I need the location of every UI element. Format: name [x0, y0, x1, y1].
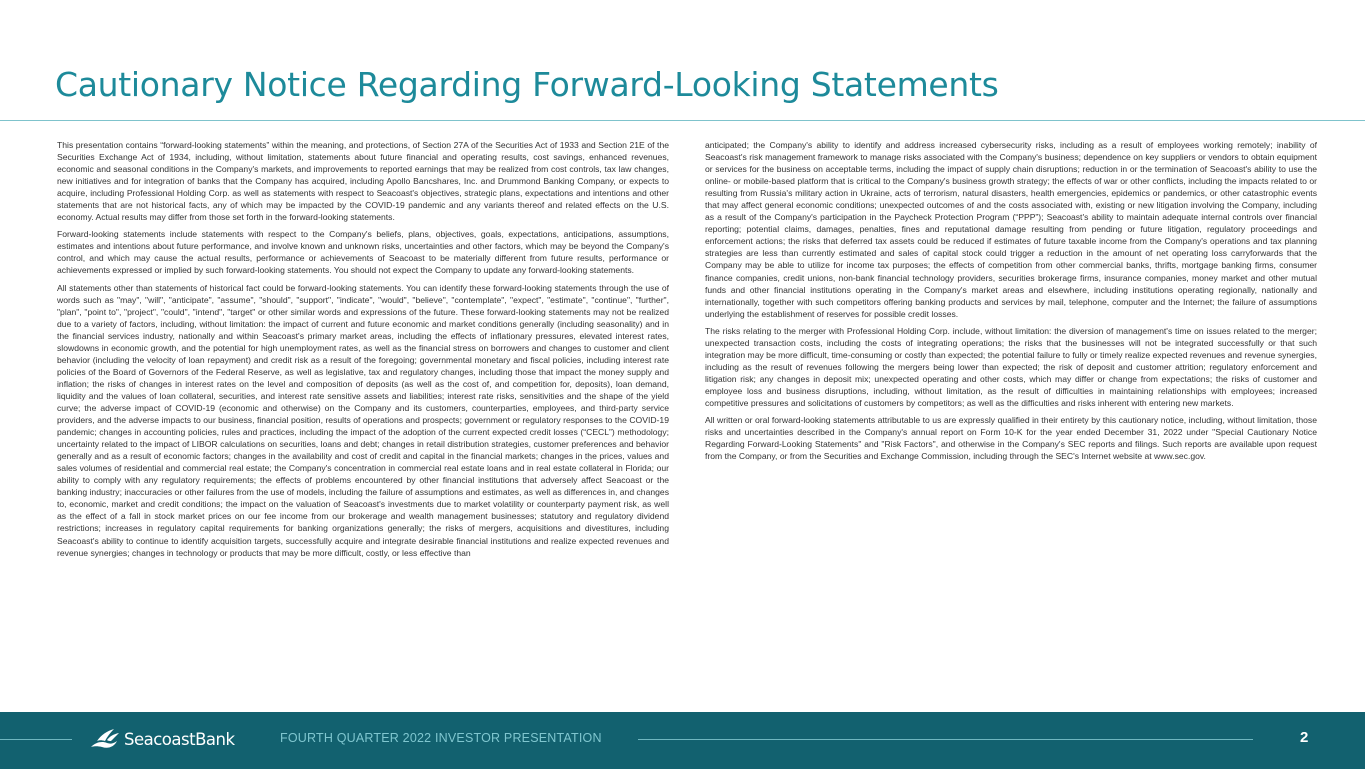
- logo-wordmark: SeacoastBank: [124, 729, 235, 749]
- seacoast-bank-logo: [90, 725, 235, 753]
- paragraph: All statements other than statements of historical fact could be forward-looking statements. You can identify these forward-looking statements through the use of words such as "may", "will", "anticipate", "assume", "should", "support", "indicate", "would", "believe", "contemplate", "expect", "estimate", "continue", "further", "plan", "point to", "project", "could", "intend", "target" or other similar words and expressions of the future. These forward-looking statements may not be realized due to a variety of factors, including, without limitation: the impact of current and future economic and market conditions generally (including seasonality) and in the financial services industry, nationally and within Seacoast's primary market areas, including the effects of inflationary pressures, elevated interest rates, slowdowns in economic growth, and the potential for high unemployment rates, as well as the financial stress on borrowers and changes to customer and client behavior (including the velocity of loan repayment) and credit risk as a result of the foregoing; governmental monetary and fiscal policies, including interest rate policies of the Board of Governors of the Federal Reserve, as well as legislative, tax and regulatory changes, including those that impact the money supply and inflation; the risks of changes in interest rates on the level and composition of deposits (as well as the cost of, and competition for, deposits), loan demand, liquidity and the values of loan collateral, securities, and interest rate sensitive assets and liabilities; interest rate risks, sensitivities and the shape of the yield curve; the adverse impact of COVID-19 (economic and otherwise) on the Company and its customers, counterparties, employees, and third-party service providers, and the adverse impacts to our business, financial position, results of operations and prospects; government or regulatory responses to the COVID-19 pandemic; changes in accounting policies, rules and practices, including the impact of the adoption of the current expected credit losses (“CECL”) methodology; uncertainty related to the impact of LIBOR calculations on securities, loans and debt; changes in retail distribution strategies, customer preferences and behavior generally and as a result of economic factors; changes in the availability and cost of credit and capital in the financial markets; changes in the prices, values and sales volumes of residential and commercial real estate; the Company's concentration in commercial real estate loans and in real estate collateral in Florida; our ability to comply with any regulatory requirements; the effects of problems encountered by other financial institutions that adversely affect Seacoast or the banking industry; inaccuracies or other failures from the use of models, including the failure of assumptions and estimates, as well as differences in, and changes to, economic, market and credit conditions; the impact on the valuation of Seacoast's investments due to market volatility or counterparty payment risk, as well as the effect of a fall in stock market prices on our fee income from our brokerage and wealth management businesses; statutory and regulatory dividend restrictions; increases in regulatory capital requirements for banking organizations generally; the risks of mergers, acquisitions and divestitures, including Seacoast's ability to continue to identify acquisition targets, successfully acquire and integrate desirable financial institutions and realize expected revenues and revenue synergies; changes in technology or products that may be more difficult, costly, or less effective than: [57, 282, 669, 558]
- paragraph: The risks relating to the merger with Professional Holding Corp. include, without limitation: the diversion of management's time on issues related to the merger; unexpected transaction costs, including the costs of integrating operations; the risks that the businesses will not be integrated successfully or that such integration may be more difficult, time-consuming or costly than expected; the potential failure to fully or timely realize expected revenues and revenue synergies, including as the result of revenues following the mergers being lower than expected; the risk of deposit and customer attrition; regulatory enforcement and litigation risk; any changes in deposit mix; unexpected operating and other costs, which may differ or change from expectations; the risks of customer and employee loss and business disruptions, including, without limitation, as the result of difficulties in maintaining relationships with employees; increased competitive pressures and solicitations of customers by competitors; as well as the difficulties and risks inherent with entering new markets.: [705, 325, 1317, 408]
- page-title: Cautionary Notice Regarding Forward-Looking Statements: [55, 65, 999, 104]
- left-text-column: [57, 139, 669, 697]
- footer-divider-left: [0, 739, 72, 740]
- presentation-label: FOURTH QUARTER 2022 INVESTOR PRESENTATION: [280, 731, 602, 745]
- right-text-column: [705, 139, 1317, 579]
- paragraph: All written or oral forward-looking statements attributable to us are expressly qualified in their entirety by this cautionary notice, including, without limitation, those risks and uncertainties described in the Company's annual report on Form 10-K for the year ended December 31, 2022 under "Special Cautionary Notice Regarding Forward-Looking Statements" and "Risk Factors", and otherwise in the Company's SEC reports and filings. Such reports are available upon request from the Company, or from the Securities and Exchange Commission, including through the SEC's Internet website at www.sec.gov.: [705, 415, 1317, 462]
- footer-divider-right: [638, 739, 1253, 740]
- footer-bar: [0, 712, 1365, 769]
- page-number: 2: [1300, 729, 1309, 746]
- paragraph: Forward-looking statements include statements with respect to the Company's beliefs, plans, objectives, goals, expectations, anticipations, assumptions, estimates and intentions about future performance, and involve known and unknown risks, uncertainties and other factors, which may be beyond the Company's control, and which may cause the actual results, performance or achievements of Seacoast to be materially different from future results, performance or achievements expressed or implied by such forward-looking statements. You should not expect the Company to update any forward-looking statements.: [57, 229, 669, 276]
- paragraph: This presentation contains “forward-looking statements” within the meaning, and protections, of Section 27A of the Securities Act of 1933 and Section 21E of the Securities Exchange Act of 1934, including, without limitation, statements about future financial and operating results, cost savings, enhanced revenues, economic and seasonal conditions in the Company's markets, and improvements to reported earnings that may be realized from cost controls, tax law changes, new initiatives and for integration of banks that the Company has acquired, including Apollo Bancshares, Inc. and Drummond Banking Company, or expects to acquire, including Professional Holding Corp. as well as statements with respect to Seacoast's objectives, strategic plans, expectations and intentions and other statements that are not historical facts, any of which may be impacted by the COVID-19 pandemic and any variants thereof and related effects on the U.S. economy. Actual results may differ from those set forth in the forward-looking statements.: [57, 140, 669, 223]
- paragraph: anticipated; the Company's ability to identify and address increased cybersecurity risks, including as a result of employees working remotely; inability of Seacoast's risk management framework to manage risks associated with the Company's business; dependence on key suppliers or vendors to obtain equipment or services for the business on acceptable terms, including the impact of supply chain disruptions; reduction in or the termination of Seacoast's ability to use the online- or mobile-based platform that is critical to the Company's business growth strategy; the effects of war or other conflicts, including the impacts related to or resulting from Russia's military action in Ukraine, acts of terrorism, natural disasters, health emergencies, epidemics or pandemics, or other catastrophic events that may affect general economic conditions; unexpected outcomes of and the costs associated with, existing or new litigation involving the Company, including as a result of the Company's participation in the Paycheck Protection Program (“PPP”); Seacoast's ability to maintain adequate internal controls over financial reporting; potential claims, damages, penalties, fines and reputational damage resulting from pending or future litigation, regulatory proceedings and enforcement actions; the risks that deferred tax assets could be reduced if estimates of future taxable income from the Company's operations and tax planning strategies are less than currently estimated and sales of capital stock could trigger a reduction in the amount of net operating loss carryforwards that the Company may be able to utilize for income tax purposes; the effects of competition from other commercial banks, thrifts, mortgage banking firms, consumer finance companies, credit unions, non-bank financial technology providers, securities brokerage firms, insurance companies, money market and other mutual funds and other financial institutions operating in the Company's market areas and elsewhere, including institutions operating regionally, nationally and internationally, together with such competitors offering banking products and services by mail, telephone, computer and the Internet; the failure of assumptions underlying the establishment of reserves for possible credit losses.: [705, 140, 1317, 319]
- seacoast-wave-logo-icon: [90, 726, 120, 752]
- title-divider: [0, 120, 1365, 121]
